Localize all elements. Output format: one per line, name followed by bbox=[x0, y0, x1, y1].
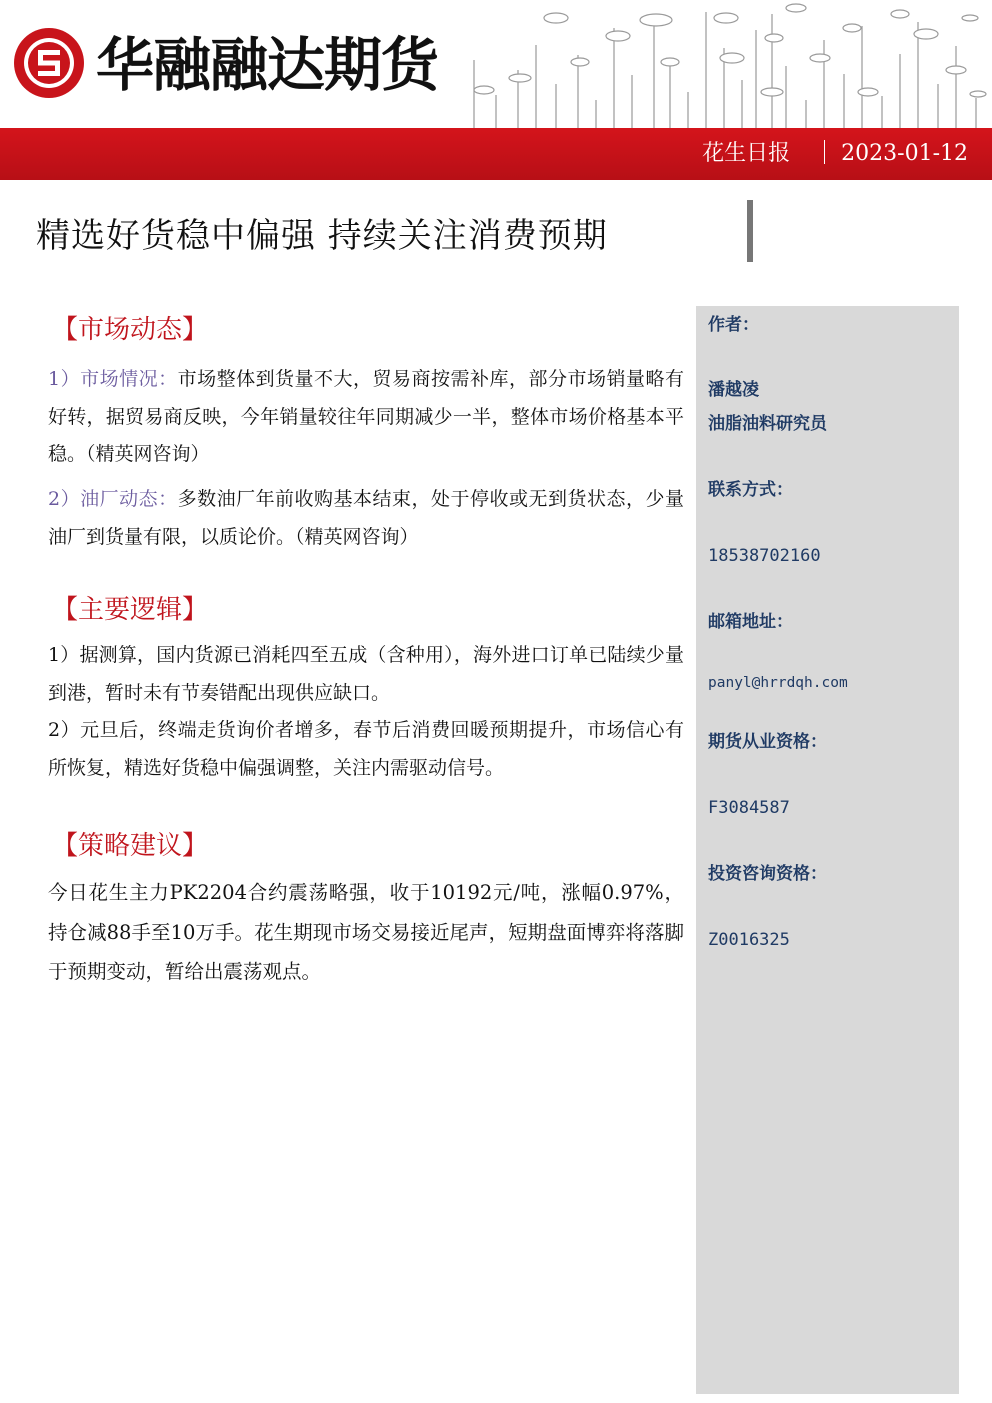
author-label: 作者： bbox=[708, 315, 759, 335]
market-item-2-text: 多数油厂年前收购基本结束，处于停收或无到货状态，少量油厂到货量有限，以质论价。（精英网咨询） bbox=[48, 488, 684, 548]
company-name: 华融融达期货 bbox=[96, 31, 439, 99]
email-label: 邮箱地址： bbox=[708, 612, 793, 632]
market-item-1-text: 市场整体到货量不大，贸易商按需补库，部分市场销量略有好转，据贸易商反映，今年销量较往年同期减少一半，整体市场价格基本平稳。（精英网咨询） bbox=[48, 368, 684, 465]
advisory-qualification-label: 投资咨询资格： bbox=[708, 864, 827, 884]
futures-qualification-label: 期货从业资格： bbox=[708, 732, 827, 752]
section-title-strategy: 【策略建议】 bbox=[52, 831, 209, 861]
contact-label: 联系方式： bbox=[708, 480, 793, 500]
logic-item-1: 1）据测算，国内货源已消耗四至五成（含种用），海外进口订单已陆续少量到港，暂时未有节奏错配出现供应缺口。 bbox=[48, 644, 684, 704]
contact-value: 18538702160 bbox=[708, 546, 821, 566]
report-title: 精选好货稳中偏强 持续关注消费预期 bbox=[36, 216, 608, 256]
author-name: 潘越凌 bbox=[708, 380, 759, 400]
section-title-logic: 【主要逻辑】 bbox=[52, 595, 209, 625]
header-decoration bbox=[456, 0, 992, 128]
market-item-2 bbox=[48, 481, 684, 556]
market-item-1 bbox=[48, 361, 684, 474]
logic-section bbox=[48, 590, 684, 779]
report-date: 2023-01-12 bbox=[841, 141, 968, 166]
market-item-2-lead: 2）油厂动态： bbox=[48, 488, 178, 510]
email-value[interactable]: panyl@hrrdqh.com bbox=[708, 675, 848, 691]
company-logo-icon bbox=[12, 26, 86, 100]
report-type: 花生日报 bbox=[702, 141, 791, 166]
header-separator bbox=[824, 140, 825, 164]
author-title: 油脂油料研究员 bbox=[708, 414, 827, 434]
market-section bbox=[48, 310, 684, 548]
futures-qualification-value: F3084587 bbox=[708, 798, 790, 818]
logic-item-2: 2）元旦后，终端走货询价者增多，春节后消费回暖预期提升，市场信心有所恢复，精选好货稳中偏强调整，关注内需驱动信号。 bbox=[48, 719, 684, 779]
market-item-1-lead: 1）市场情况： bbox=[48, 368, 178, 390]
advisory-qualification-value: Z0016325 bbox=[708, 930, 790, 950]
strategy-section bbox=[48, 826, 684, 983]
report-header bbox=[0, 0, 992, 182]
strategy-text: 今日花生主力PK2204合约震荡略强，收于10192元/吨，涨幅0.97%，持仓减88手至10万手。花生期现市场交易接近尾声，短期盘面博弈将落脚于预期变动，暂给出震荡观点。 bbox=[48, 881, 684, 983]
title-divider bbox=[747, 200, 753, 262]
section-title-market: 【市场动态】 bbox=[52, 315, 209, 345]
author-sidebar bbox=[696, 306, 959, 1394]
header-band-text bbox=[702, 128, 968, 180]
